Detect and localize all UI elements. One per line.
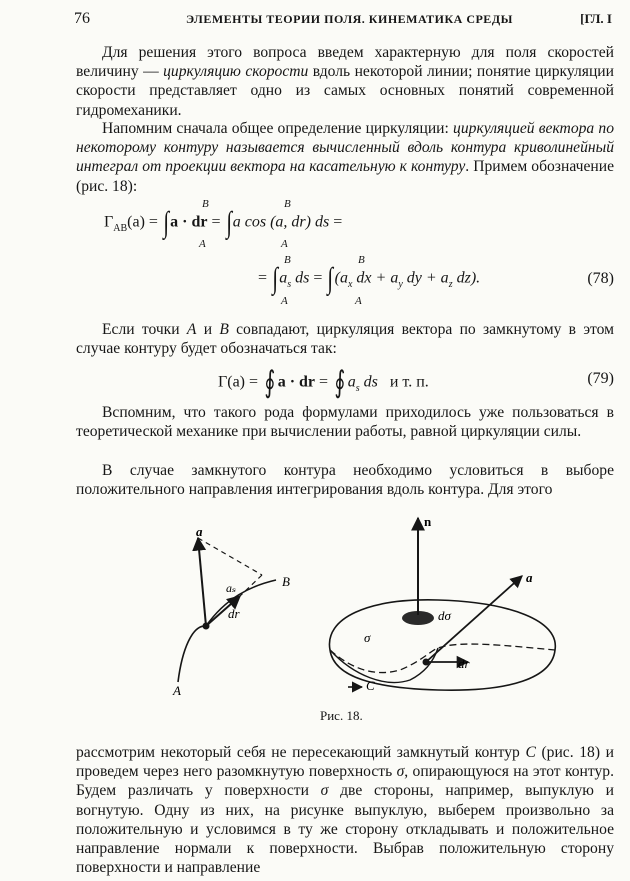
figure-caption: Рис. 18. [320,708,363,723]
paragraph-2: Напомним сначала общее определение циркуляции: циркуляцией вектора по некоторому контуру называется вычисленный вдоль контура криволинейный интеграл от проекции вектора на касательную к контуру. Примем обозначение (рис. 18): [76,120,614,195]
projection-dashed-top [198,538,262,575]
contour-c-front [330,648,438,682]
upper-limit: B [202,198,209,210]
contour-integral-sign: ∮ [334,366,346,399]
term-circulation: циркуляцию скорости [163,63,309,81]
label-dr-right: dr [458,656,470,671]
paragraph-4: Вспомним, что такого рода формулами приходилось уже пользоваться в теоретической механике при вычислении работы, равной циркуляции силы. [76,404,614,441]
upper-limit: B [284,198,291,210]
upper-limit: B [284,254,291,266]
equation-number-78: (78) [587,270,614,287]
equation-78-line-2: = $\int a_s$ ds = $\int(a_x$ dx + $a_y$ dy + $a_z$ dz). [258,262,481,295]
equation-78-line-1: $\Gamma_{AB}(a) = \int a$ · dr = ∫a cos (a, dr) ds = [104,206,343,239]
paragraph-3: Если точки A и B совпадают, циркуляция вектора по замкнутому в этом случае контуру будет обозначаться так: [76,321,614,358]
contour-point [423,659,430,666]
page-header [74,10,612,32]
equation-number-79: (79) [587,370,614,387]
curve-ab [178,580,276,682]
page-number: 76 [74,10,90,27]
lower-limit: A [281,295,288,307]
upper-limit: B [358,254,365,266]
lower-limit: A [355,295,362,307]
lower-limit: A [199,238,206,250]
lower-limit: A [281,238,288,250]
integral-sign: ∫ [225,206,232,239]
vector-a [198,538,206,626]
label-b: B [282,574,290,589]
equation-78 [0,198,630,310]
label-dsigma: dσ [438,608,451,623]
running-title: ЭЛЕМЕНТЫ ТЕОРИИ ПОЛЯ. КИНЕМАТИКА СРЕДЫ [186,12,513,26]
label-a-point: A [173,683,181,698]
integral-sign: ∫ [327,262,334,295]
contour-integral-sign: ∮ [264,366,276,399]
integral-sign: ∫ [163,206,169,239]
label-sigma: σ [364,630,371,645]
figure-18 [0,500,630,745]
chapter-label: [ГЛ. I [580,11,612,26]
point-on-curve [203,623,210,630]
equation-79-body: Γ(a) = ∮ a · dr = ∮ $a_s$ ds и т. п. [218,366,429,399]
paragraph-5: В случае замкнутого контура необходимо условиться в выборе положительного направления интегрирования вдоль контура. Для этого [76,462,614,499]
label-a-right: a [526,570,533,585]
label-as: aₛ [226,581,237,595]
label-c: C [366,678,375,693]
equation-79 [0,364,630,398]
figure-right-panel [329,514,555,693]
paragraph-6: рассмотрим некоторый себя не пересекающий замкнутый контур C (рис. 18) и проведем через него разомкнутую поверхность σ, опирающуюся на этот контур. Будем различать у поверхности σ две стороны, например, выпуклую и вогнутую. Одну из них, на рисунке выпуклую, выберем произвольно за положительную и условимся в ту же сторону откладывать и положительное направление нормали к поверхности. Выбрав положительную сторону поверхности и направление [76,744,614,877]
definition-circulation: циркуляцией вектора по некоторому контуру называется вычисленный вдоль контура криволинейный интеграл от проекции вектора на касательную к контуру [76,120,614,176]
paragraph-1: Для решения этого вопроса введем характерную для поля скоростей величину — циркуляцию скорости вдоль некоторой линии; понятие циркуляции скорости представляет одно из самых основных понятий современной гидромеханики. [76,44,615,119]
label-dr: dr [228,606,240,621]
integral-sign: ∫ [272,262,279,295]
label-n: n [424,514,432,529]
label-a: a [196,524,203,539]
figure-left-panel [172,524,290,698]
